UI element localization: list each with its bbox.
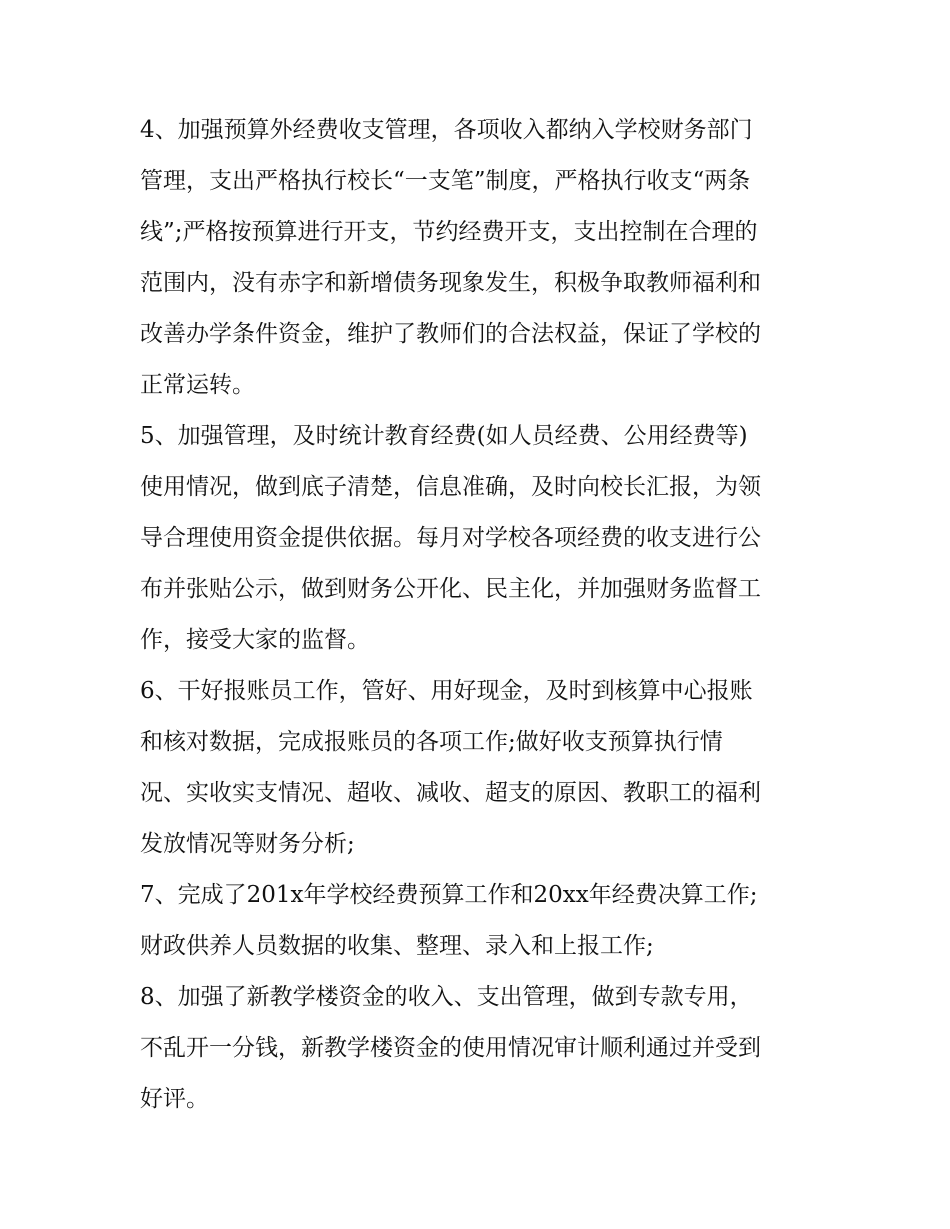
text-line: 财政供养人员数据的收集、整理、录入和上报工作;: [140, 933, 654, 959]
text-line: 范围内，没有赤字和新增债务现象发生，积极争取教师福利和: [140, 270, 761, 296]
text-line: 作，接受大家的监督。: [140, 627, 370, 653]
text-line: 况、实收实支情况、超收、减收、超支的原因、教职工的福利: [140, 780, 761, 806]
text-line: 线”;严格按预算进行开支，节约经费开支，支出控制在合理的: [140, 219, 758, 245]
text-line: 改善办学条件资金，维护了教师们的合法权益，保证了学校的: [140, 321, 761, 347]
text-line: 好评。: [140, 1086, 209, 1112]
text-line: 布并张贴公示，做到财务公开化、民主化，并加强财务监督工: [140, 576, 761, 602]
text-line: 和核对数据，完成报账员的各项工作;做好收支预算执行情: [140, 729, 723, 755]
text-line: 正常运转。: [140, 372, 255, 398]
text-line: 导合理使用资金提供依据。每月对学校各项经费的收支进行公: [140, 525, 761, 551]
text-line: 8、加强了新教学楼资金的收入、支出管理，做到专款专用，: [140, 984, 753, 1010]
text-line: 发放情况等财务分析;: [140, 831, 355, 857]
text-line: 7、完成了201x年学校经费预算工作和20xx年经费决算工作;: [140, 882, 758, 908]
text-line: 6、干好报账员工作，管好、用好现金，及时到核算中心报账: [140, 678, 753, 704]
text-line: 4、加强预算外经费收支管理，各项收入都纳入学校财务部门: [140, 117, 753, 143]
text-line: 管理，支出严格执行校长“一支笔”制度，严格执行收支“两条: [140, 168, 751, 194]
text-line: 5、加强管理，及时统计教育经费(如人员经费、公用经费等): [140, 423, 748, 449]
text-line: 不乱开一分钱，新教学楼资金的使用情况审计顺利通过并受到: [140, 1035, 761, 1061]
text-line: 使用情况，做到底子清楚，信息准确，及时向校长汇报，为领: [140, 474, 761, 500]
